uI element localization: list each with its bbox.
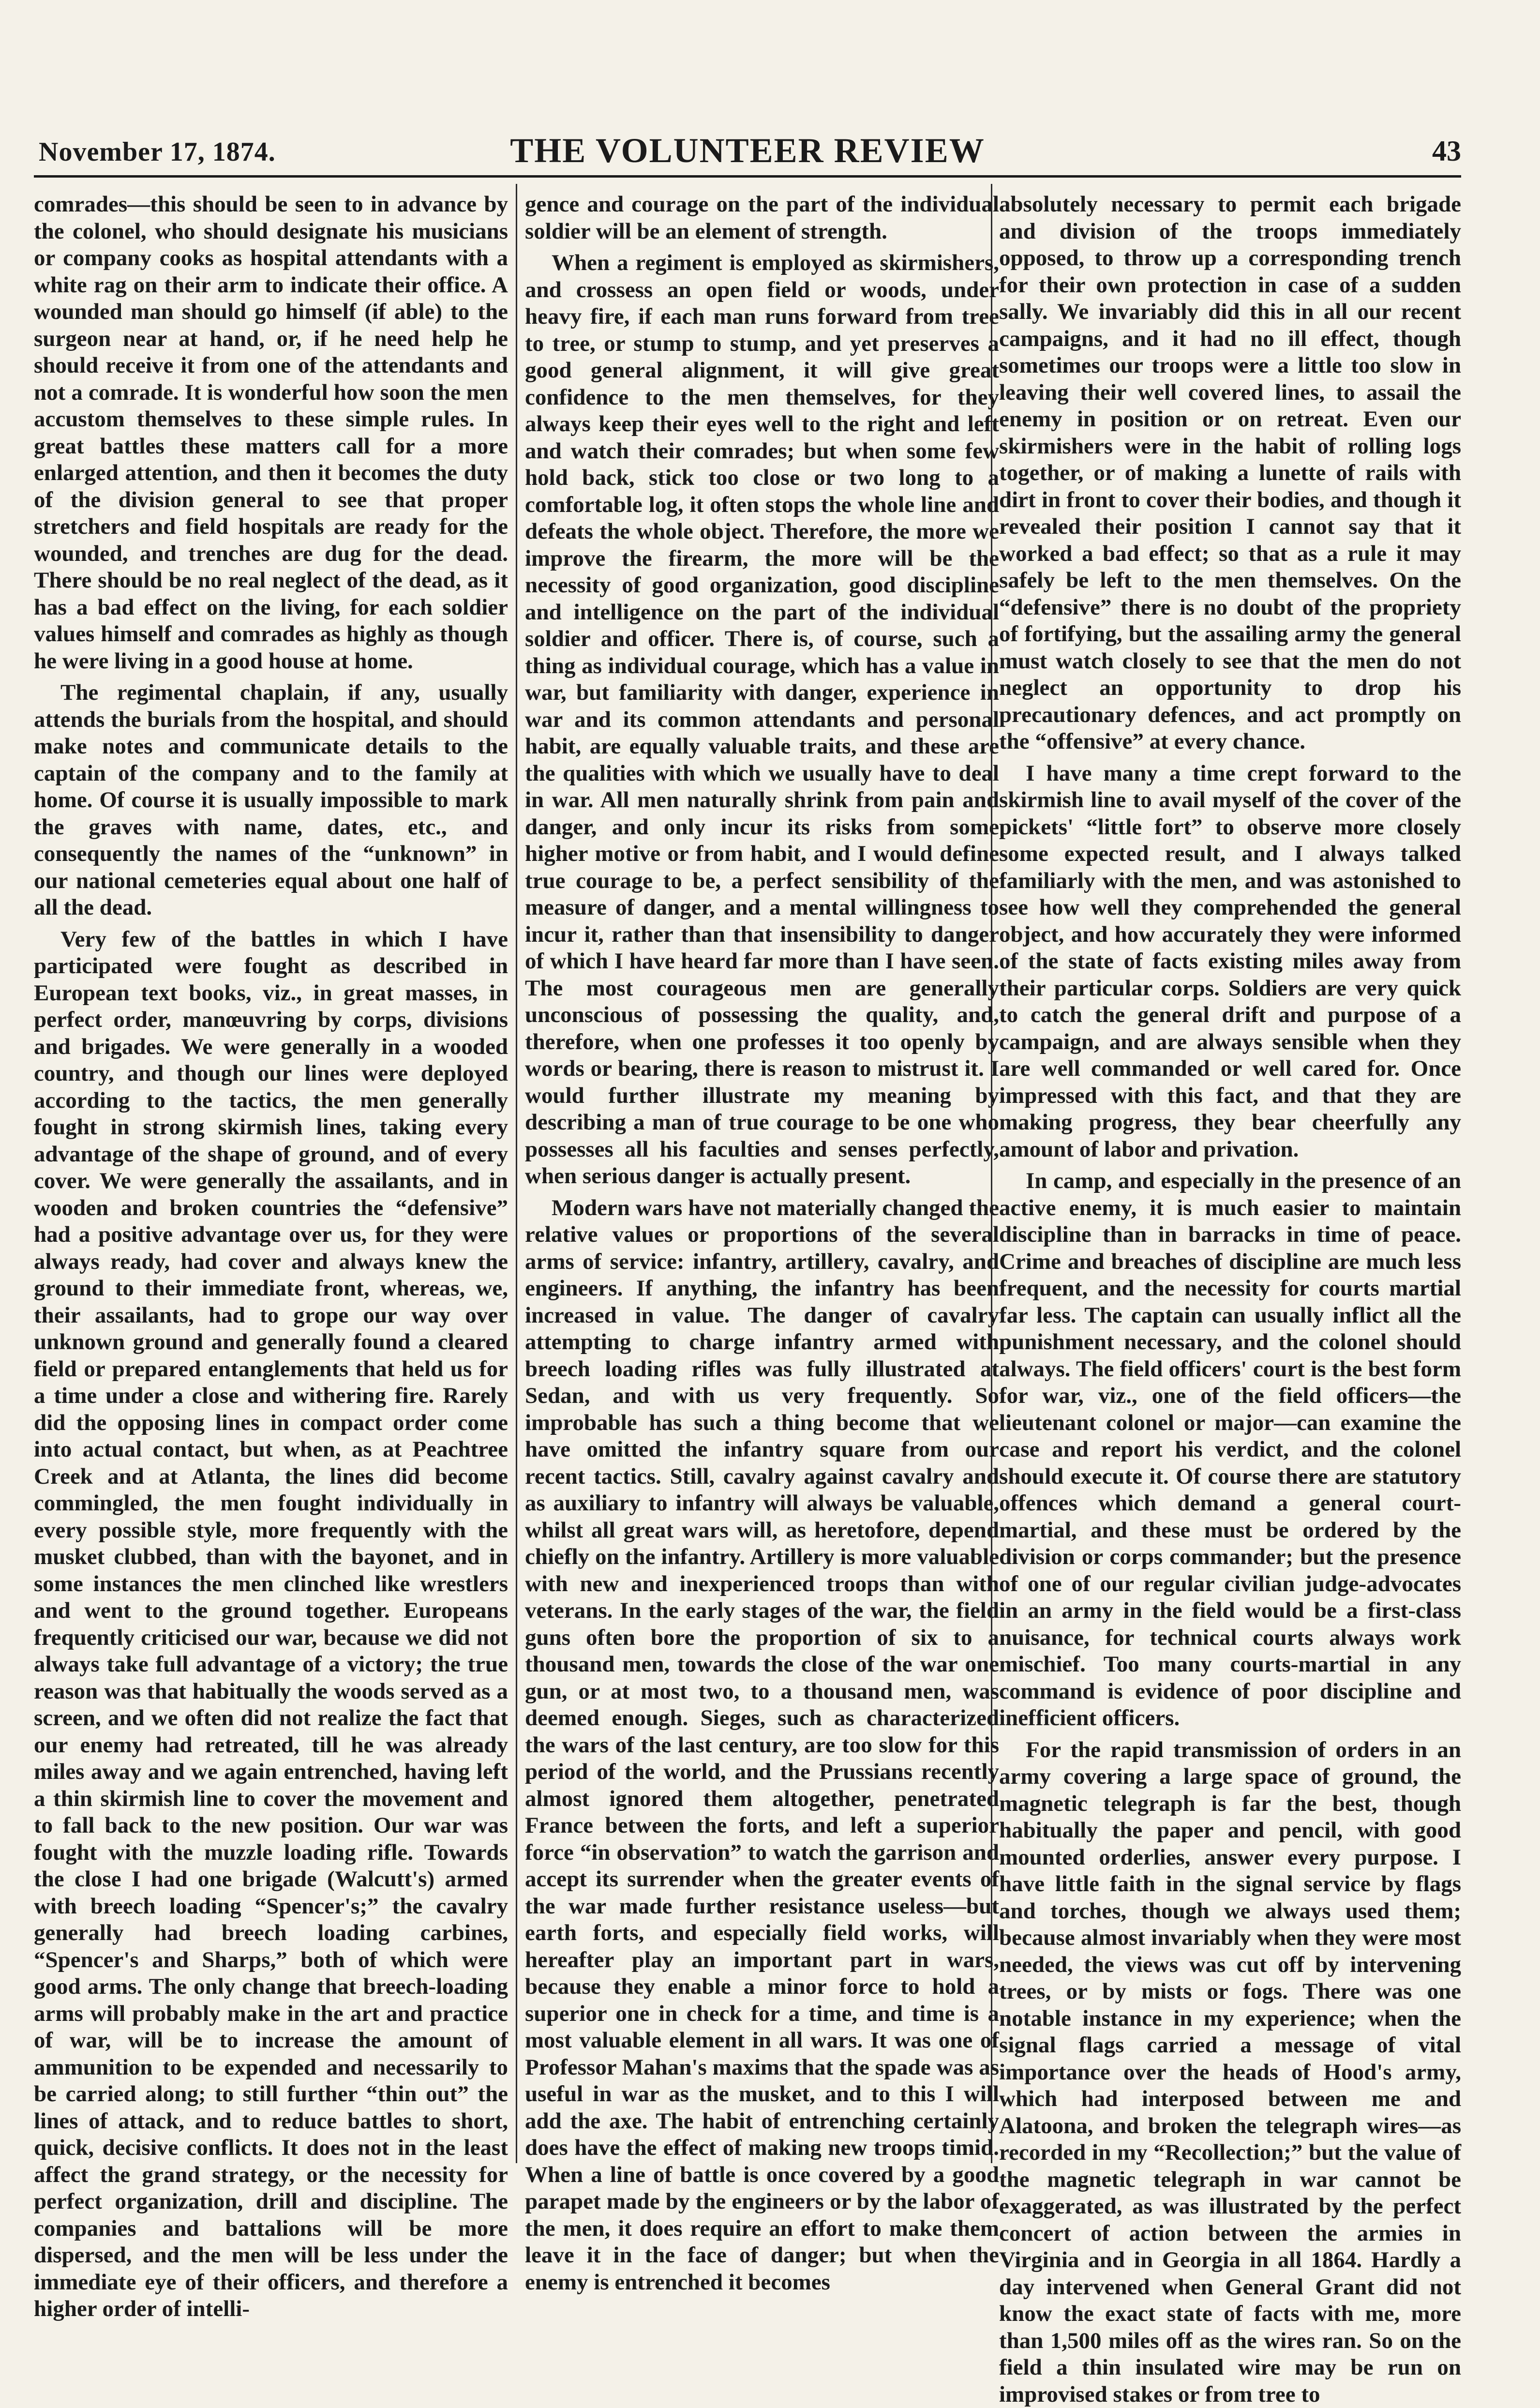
paragraph: In camp, and especially in the presence of an active enemy, it is much easier to maintain discipline than in barracks in time of peace. Crime and breaches of discipline are much less frequent, and the necessity for courts martial far less. The captain can usually inflict all the punishment necessary, and the colonel should always. The field officers' court is the best form for war, viz., one of the field officers—the lieutenant colonel or major—can examine the case and report his verdict, and the colonel should execute it. Of course there are statutory offences which demand a general court-martial, and these must be ordered by the division or corps commander; but the presence of one of our regular civilian judge-advocates in an army in the field would be a first-class nuisance, for technical courts always work mischief. Too many courts-martial in any command is evidence of poor discipline and inefficient officers. xyxy=(999,1168,1461,1732)
page-header xyxy=(34,131,1461,174)
paragraph: For the rapid transmission of orders in an army covering a large space of ground, the magnetic telegraph is far the best, though habitually the paper and pencil, with good mounted orderlies, answer every purpose. I have little faith in the signal service by flags and torches, though we always used them; because almost invariably when they were most needed, the views was cut off by intervening trees, or by mists or fogs. There was one notable instance in my experience; when the signal flags carried a message of vital importance over the heads of Hood's army, which had interposed between me and Alatoona, and broken the telegraph wires—as recorded in my “Recollection;” but the value of the magnetic telegraph in war cannot be exaggerated, as was illustrated by the perfect concert of action between the armies in Virginia and in Georgia in all 1864. Hardly a day intervened when General Grant did not know the exact state of facts with me, more than 1,500 miles off as the wires ran. So on the field a thin insulated wire may be run on improvised stakes or from tree to xyxy=(999,1737,1461,2408)
paragraph: Modern wars have not materially changed the relative values or proportions of the several arms of service: infantry, artillery, cavalry, and engineers. If anything, the infantry has been increased in value. The danger of cavalry attempting to charge infantry armed with breech loading rifles was fully illustrated at Sedan, and with us very frequently. So improbable has such a thing become that we have omitted the infantry square from our recent tactics. Still, cavalry against cavalry and as auxiliary to infantry will always be valuable, whilst all great wars will, as heretofore, depend chiefly on the infantry. Artillery is more valuable with new and inexperienced troops than with veterans. In the early stages of the war, the field guns often bore the proportion of six to a thousand men, towards the close of the war one gun, or at most two, to a thousand men, was deemed enough. Sieges, such as characterized the wars of the last century, are too slow for this period of the world, and the Prussians recently almost ignored them altogether, penetrated France between the forts, and left a superior force “in observation” to watch the garrison and accept its surrender when the greater events of the war made further resistance useless—but earth forts, and especially field works, will hereafter play an important part in wars, because they enable a minor force to hold a superior one in check for a time, and time is a most valuable element in all wars. It was one of Professor Mahan's maxims that the spade was as useful in war as the musket, and to this I will add the axe. The habit of entrenching certainly does have the effect of making new troops timid. When a line of battle is once covered by a good parapet made by the engineers or by the labor of the men, it does require an effort to make them leave it in the face of danger; but when the enemy is entrenched it becomes xyxy=(525,1195,999,2296)
paragraph: The regimental chaplain, if any, usually attends the burials from the hospital, and should make notes and communicate details to the captain of the company and to the family at home. Of course it is usually impossible to mark the graves with name, dates, etc., and consequently the names of the “unknown” in our national cemeteries equal about one half of all the dead. xyxy=(34,679,508,921)
text-column-2 xyxy=(525,191,999,2153)
paragraph: gence and courage on the part of the individual soldier will be an element of strength. xyxy=(525,191,999,245)
header-rule xyxy=(34,175,1461,178)
paragraph: I have many a time crept forward to the skirmish line to avail myself of the cover of the pickets' “little fort” to observe more closely some expected result, and I always talked familiarly with the men, and was astonished to see how well they comprehended the general object, and how accurately they were informed of the state of facts existing miles away from their particular corps. Soldiers are very quick to catch the general drift and purpose of a campaign, and are always sensible when they are well commanded or well cared for. Once impressed with this fact, and that they are making progress, they bear cheerfully any amount of labor and privation. xyxy=(999,760,1461,1163)
issue-date: November 17, 1874. xyxy=(39,136,276,167)
publication-title: THE VOLUNTEER REVIEW xyxy=(34,131,1461,171)
column-divider xyxy=(516,184,517,2163)
text-column-3 xyxy=(999,191,1461,2153)
paragraph: When a regiment is employed as skirmishers, and crossess an open field or woods, under heavy fire, if each man runs forward from tree to tree, or stump to stump, and yet preserves a good general alignment, it will give great confidence to the men themselves, for they always keep their eyes well to the right and left and watch their comrades; but when some few hold back, stick too close or two long to a comfortable log, it often stops the whole line and defeats the whole object. Therefore, the more we improve the firearm, the more will be the necessity of good organization, good discipline and intelligence on the part of the individual soldier and officer. There is, of course, such a thing as individual courage, which has a value in war, but familiarity with danger, experience in war and its common attendants and personal habit, are equally valuable traits, and these are the qualities with which we usually have to deal in war. All men naturally shrink from pain and danger, and only incur its risks from some higher motive or from habit, and I would define true courage to be, a perfect sensibility of the measure of danger, and a mental willingness to incur it, rather than that insensibility to danger of which I have heard far more than I have seen. The most courageous men are generally unconscious of possessing the quality, and, therefore, when one professes it too openly by words or bearing, there is reason to mistrust it. I would further illustrate my meaning by describing a man of true courage to be one who possesses all his faculties and senses perfectly, when serious danger is actually present. xyxy=(525,250,999,1190)
page-number: 43 xyxy=(1432,135,1461,168)
text-column-1 xyxy=(34,191,508,2153)
paragraph: absolutely necessary to permit each brigade and division of the troops immediately opposed, to throw up a corresponding trench for their own protection in case of a sudden sally. We invariably did this in all our recent campaigns, and it had no ill effect, though sometimes our troops were a little too slow in leaving their well covered lines, to assail the enemy in position or on retreat. Even our skirmishers were in the habit of rolling logs together, or of making a lunette of rails with dirt in front to cover their bodies, and though it revealed their position I cannot say that it worked a bad effect; so that as a rule it may safely be left to the men themselves. On the “defensive” there is no doubt of the propriety of fortifying, but the assailing army the general must watch closely to see that the men do not neglect an opportunity to drop his precautionary defences, and act promptly on the “offensive” at every chance. xyxy=(999,191,1461,755)
paragraph: comrades—this should be seen to in advance by the colonel, who should designate his musicians or company cooks as hospital attendants with a white rag on their arm to indicate their office. A wounded man should go himself (if able) to the surgeon near at hand, or, if he need help he should receive it from one of the attendants and not a comrade. It is wonderful how soon the men accustom themselves to these simple rules. In great battles these matters call for a more enlarged attention, and then it becomes the duty of the division general to see that proper stretchers and field hospitals are ready for the wounded, and trenches are dug for the dead. There should be no real neglect of the dead, as it has a bad effect on the living, for each soldier values himself and comrades as highly as though he were living in a good house at home. xyxy=(34,191,508,675)
paragraph: Very few of the battles in which I have participated were fought as described in European text books, viz., in great masses, in perfect order, manœuvring by corps, divisions and brigades. We were generally in a wooded country, and though our lines were deployed according to the tactics, the men generally fought in strong skirmish lines, taking every advantage of the shape of ground, and of every cover. We were generally the assailants, and in wooden and broken countries the “defensive” had a positive advantage over us, for they were always ready, had cover and always knew the ground to their immediate front, whereas, we, their assailants, had to grope our way over unknown ground and generally found a cleared field or prepared entanglements that held us for a time under a close and withering fire. Rarely did the opposing lines in compact order come into actual contact, but when, as at Peachtree Creek and at Atlanta, the lines did become commingled, the men fought individually in every possible style, more frequently with the musket clubbed, than with the bayonet, and in some instances the men clinched like wrestlers and went to the ground together. Europeans frequently criticised our war, because we did not always take full advantage of a victory; the true reason was that habitually the woods served as a screen, and we often did not realize the fact that our enemy had retreated, till he was already miles away and we again entrenched, having left a thin skirmish line to cover the movement and to fall back to the new position. Our war was fought with the muzzle loading rifle. Towards the close I had one brigade (Walcutt's) armed with breech loading “Spencer's;” the cavalry generally had breech loading carbines, “Spencer's and Sharps,” both of which were good arms. The only change that breech-loading arms will probably make in the art and practice of war, will be to increase the amount of ammunition to be expended and necessarily to be carried along; to still further “thin out” the lines of attack, and to reduce battles to short, quick, decisive conflicts. It does not in the least affect the grand strategy, or the necessity for perfect organization, drill and discipline. The companies and battalions will be more dispersed, and the men will be less under the immediate eye of their officers, and therefore a higher order of intelli- xyxy=(34,926,508,2323)
